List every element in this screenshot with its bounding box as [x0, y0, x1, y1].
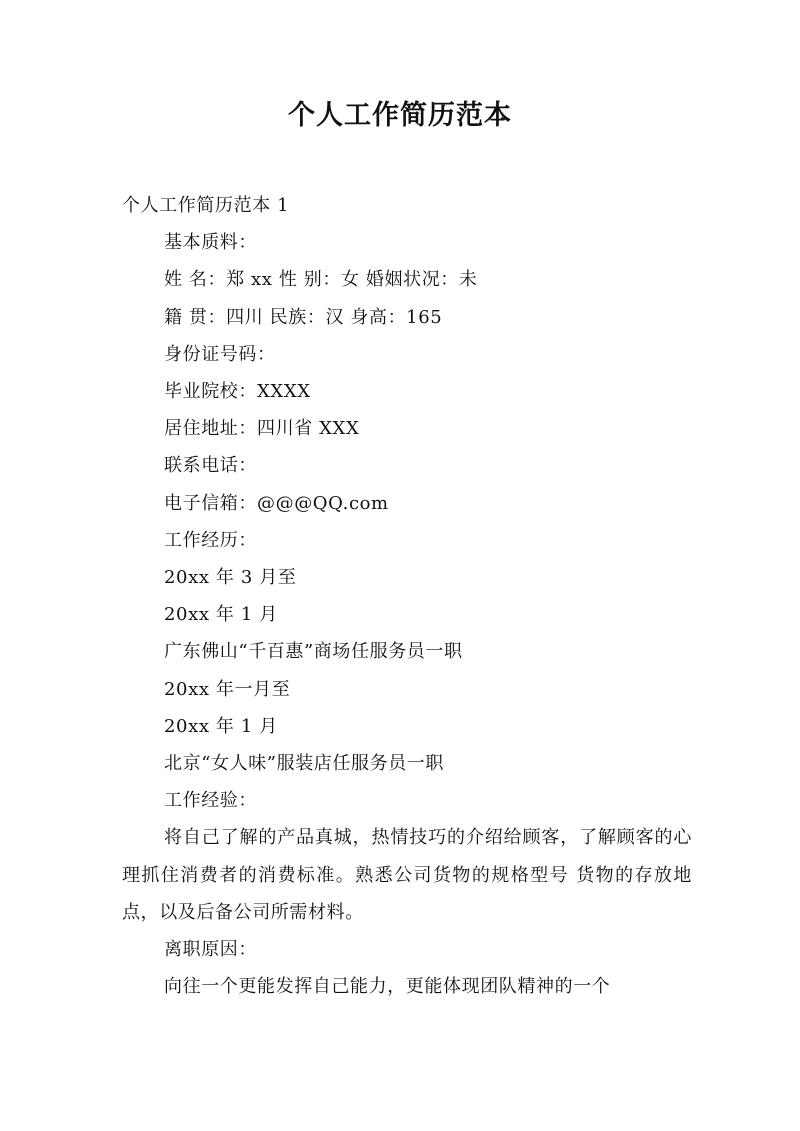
work-history-line: 北京“女人味”服装店任服务员一职 — [164, 753, 445, 775]
email-line: 电子信箱：@@@QQ.com — [164, 492, 389, 514]
work-history-line: 20xx 年 1 月 — [164, 604, 278, 626]
work-history-line: 广东佛山“千百惠”商场任服务员一职 — [164, 641, 463, 663]
basic-info-heading: 基本质料： — [164, 232, 257, 254]
work-history-line: 20xx 年 1 月 — [164, 715, 278, 737]
address-line: 居住地址：四川省 XXX — [164, 418, 360, 440]
school-line: 毕业院校：XXXX — [164, 381, 311, 403]
leaving-reason-heading: 离职原因： — [164, 939, 257, 961]
leaving-reason-line: 向往一个更能发挥自己能力，更能体现团队精神的一个 — [164, 976, 611, 998]
name-gender-marital-line: 姓 名：郑 xx 性 别：女 婚姻状况：未 — [164, 269, 478, 291]
work-history-line: 20xx 年一月至 — [164, 678, 291, 700]
work-history-line: 20xx 年 3 月至 — [164, 567, 297, 589]
work-experience-heading: 工作经验： — [164, 790, 257, 812]
work-experience-paragraph: 将自己了解的产品真城，热情技巧的介绍给顾客，了解顾客的心理抓住消费者的消费标准。熟悉公司货物的规格型号 货物的存放地点，以及后备公司所需材料。 — [122, 827, 692, 923]
document-body — [122, 187, 692, 1005]
document-title: 个人工作简历范本 — [288, 100, 512, 131]
phone-line: 联系电话： — [164, 455, 257, 477]
id-number-line: 身份证号码： — [164, 343, 276, 365]
section-heading: 个人工作简历范本 1 — [122, 195, 290, 216]
origin-ethnicity-height-line: 籍 贯：四川 民族：汉 身高：165 — [164, 306, 443, 328]
work-history-heading: 工作经历： — [164, 529, 257, 551]
